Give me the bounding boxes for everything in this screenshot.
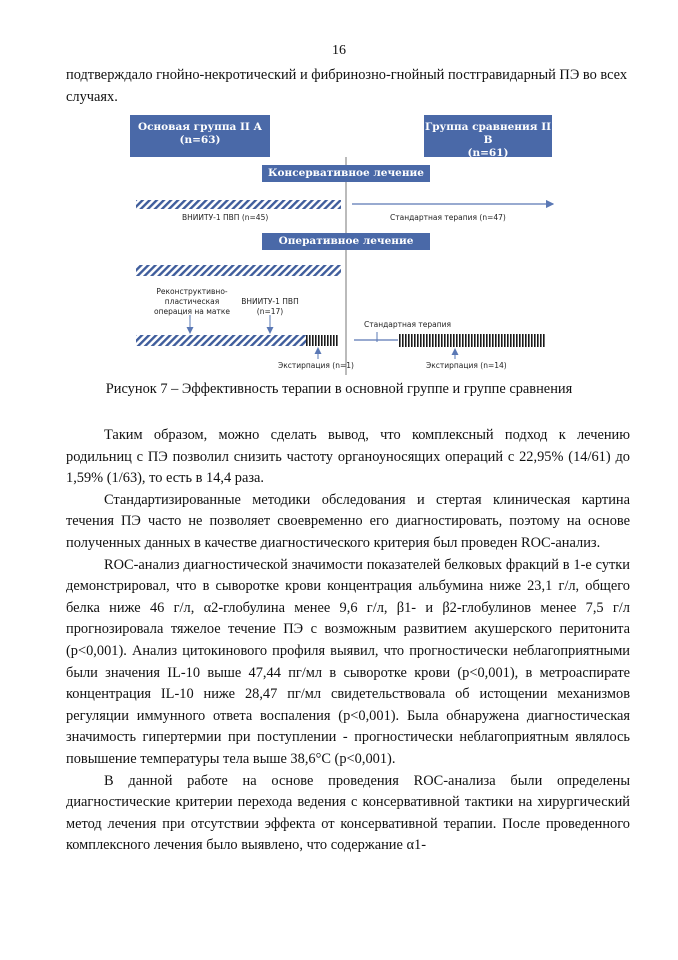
intro-paragraph: подтверждало гнойно-некротический и фибринозно-гнойный постгравидарный ПЭ во всех случаях.	[66, 67, 628, 105]
therapy-flow-figure	[120, 115, 560, 375]
operative-hatch-bar-a	[136, 265, 341, 276]
vniitu-label-1: ВНИИТУ-1 ПВП (n=45)	[182, 213, 269, 222]
reconstructive-line-2: пластическая	[164, 297, 220, 306]
operative-band: Оперативное лечение	[262, 233, 430, 250]
group-b-box	[424, 115, 552, 157]
conservative-hatch-bar-a	[136, 200, 341, 209]
figure-caption: Рисунок 7 – Эффективность терапии в основной группе и группе сравнения	[105, 381, 573, 397]
reconstructive-label	[142, 287, 242, 317]
vniitu-label-2-line-1: ВНИИТУ-1 ПВП	[241, 297, 299, 306]
vniitu-label-2-line-2: (n=17)	[256, 307, 284, 316]
paragraph-2: Стандартизированные методики обследования и стертая клиническая картина течения ПЭ часто не позволяет своевременно его диагностировать, поэтому на основе полученных данных в качестве диагностического критерия был проведен ROC-анализ.	[66, 491, 630, 551]
page-number: 16	[332, 43, 346, 58]
body-text	[66, 425, 630, 857]
extirpation-bar-a	[306, 335, 338, 346]
conservative-band: Консервативное лечение	[262, 165, 430, 182]
paragraph-1: Таким образом, можно сделать вывод, что комплексный подход к лечению родильниц с ПЭ позволил снизить частоту органоуносящих операций с 22,95% (14/61) до 1,59% (1/63), то есть в 14,4 раза.	[66, 427, 630, 487]
reconstructive-line-3: операция на матке	[154, 307, 230, 316]
group-a-box	[130, 115, 270, 157]
extirpation-b-label: Экстирпация (n=14)	[426, 361, 507, 370]
extirpation-a-label: Экстирпация (n=1)	[278, 361, 354, 370]
group-a-count: (n=63)	[179, 134, 221, 146]
standard-therapy-label-1: Стандартная терапия (n=47)	[390, 213, 506, 222]
operative-hatch-bar-a-2	[136, 335, 306, 346]
extirpation-bar-b	[398, 334, 546, 347]
group-a-title: Основая группа II А	[137, 121, 263, 133]
group-b-count: (n=61)	[467, 147, 509, 159]
paragraph-4: В данной работе на основе проведения ROC-анализа были определены диагностические критерии перехода ведения с консервативной тактики на хирургический метод лечения при отсутствии эффекта от консервативной терапии. После проведенного комплексного лечения было выявлено, что содержание α1-	[66, 772, 630, 854]
vniitu-label-2	[232, 297, 308, 317]
paragraph-3: ROC-анализ диагностической значимости показателей белковых фракций в 1-е сутки демонстрировал, что в сыворотке крови концентрация альбумина ниже 23,1 г/л, общего белка ниже 46 г/л, α2-глобулина менее 9,6 г/л, β1- и β2-глобулинов менее 7,5 г/л прогнозировала тяжелое течение ПЭ с возможным развитием акушерского перитонита (p<0,001). Анализ цитокинового профиля выявил, что прогностически неблагоприятными были значения IL-10 выше 47,44 пг/мл в сыворотке крови (p<0,001), в метроаспирате концентрация IL-10 ниже 28,47 пг/мл свидетельствовала об истощении механизмов регуляции иммунного ответа воспаления (p<0,001). Была обнаружена диагностическая значимость гипертермии при поступлении - прогностически неблагоприятным являлось повышение температуры тела выше 38,6°C (p<0,001).	[66, 556, 630, 767]
standard-therapy-label-2: Стандартная терапия	[364, 320, 452, 329]
group-b-title: Группа сравнения II В	[424, 121, 552, 146]
intro-text	[66, 65, 630, 108]
reconstructive-line-1: Реконструктивно-	[156, 287, 228, 296]
